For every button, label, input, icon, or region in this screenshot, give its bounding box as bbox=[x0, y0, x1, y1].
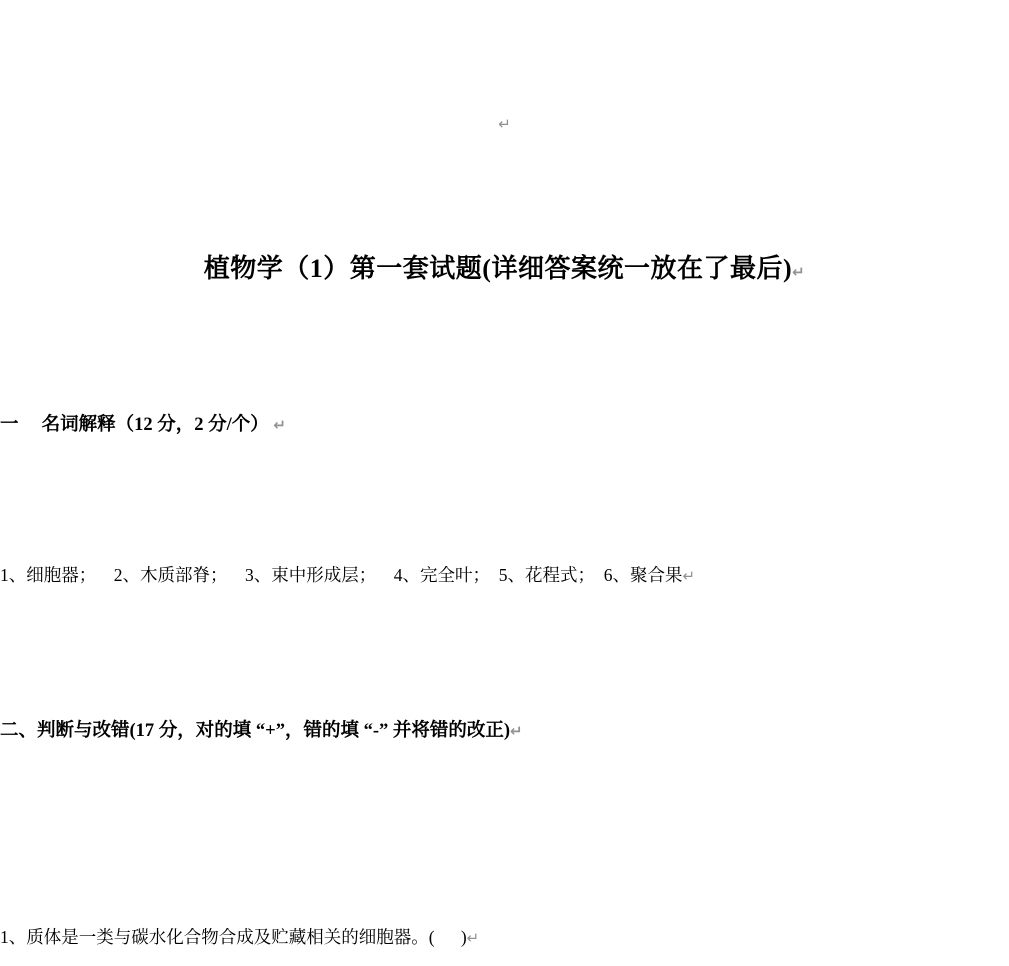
empty-line bbox=[0, 110, 1009, 138]
section2-heading-line bbox=[0, 718, 1009, 745]
title-line bbox=[0, 248, 1009, 293]
section1-heading-line bbox=[0, 412, 1009, 439]
return-mark-icon: ↵ bbox=[466, 929, 480, 948]
return-mark-icon: ↵ bbox=[510, 722, 523, 741]
return-mark-icon: ↵ bbox=[792, 262, 806, 281]
question-text: 1、质体是一类与碳水化合物合成及贮藏相关的细胞器。( ) bbox=[0, 927, 467, 948]
section1-heading: 一 名词解释（12 分，2 分/个） bbox=[0, 415, 274, 436]
section2-questions bbox=[0, 869, 1009, 966]
return-mark-icon: ↵ bbox=[682, 567, 696, 586]
return-mark-icon: ↵ bbox=[273, 416, 286, 435]
section2-heading: 二、判断与改错(17 分，对的填 “+”，错的填 “-” 并将错的改正) bbox=[0, 721, 511, 742]
return-mark-icon: ↵ bbox=[498, 114, 511, 133]
document-title: 植物学（1）第一套试题(详细答案统一放在了最后) bbox=[203, 253, 793, 283]
terms-list: 1、细胞器； 2、木质部脊； 3、束中形成层； 4、完全叶； 5、花程式； 6、聚合果 bbox=[0, 565, 683, 586]
question-line bbox=[0, 924, 1009, 952]
terms-line bbox=[0, 562, 1009, 590]
